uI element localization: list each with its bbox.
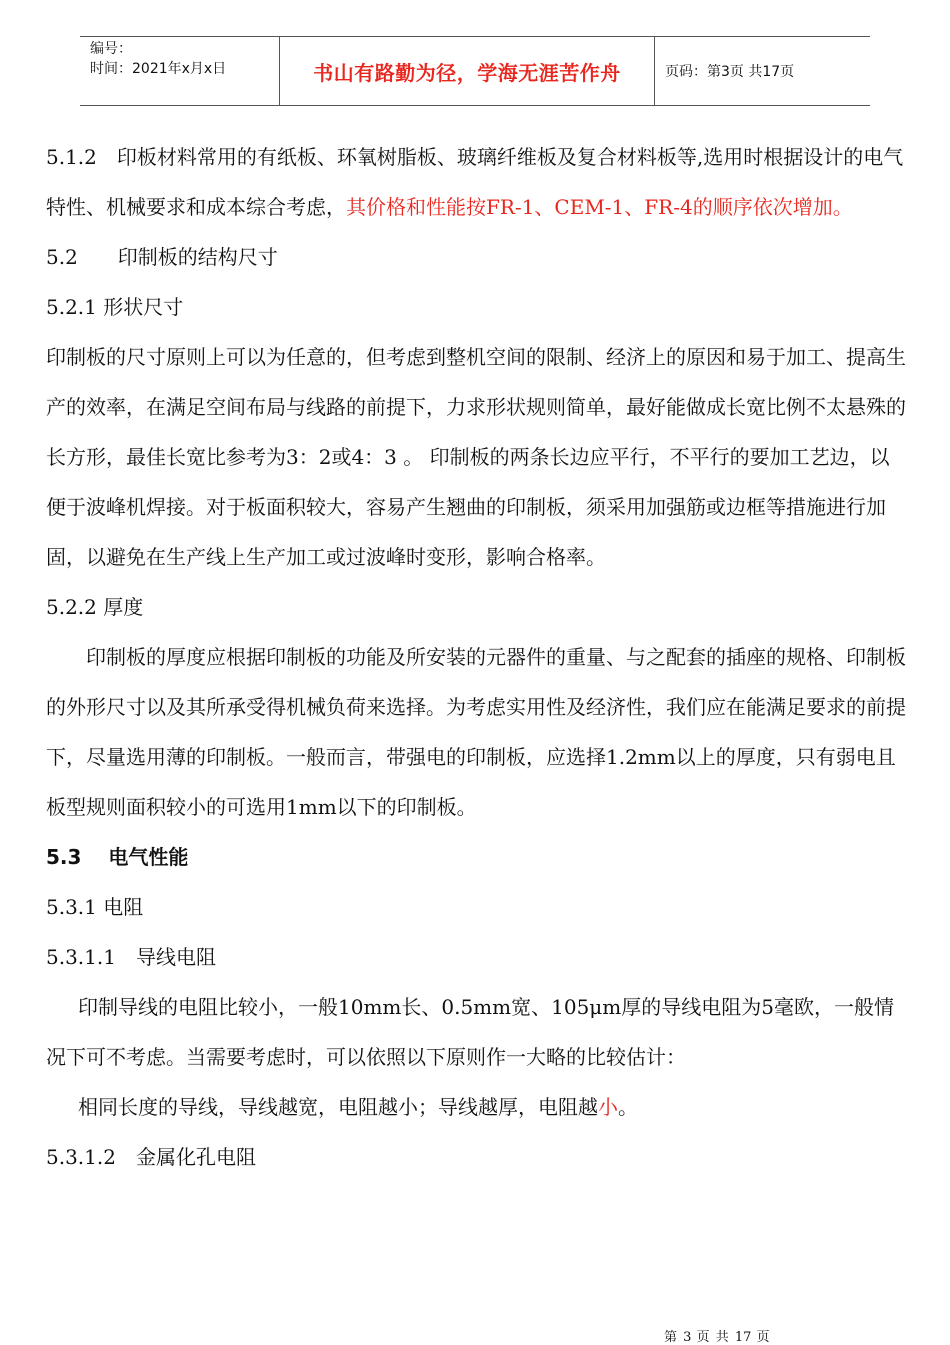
footer-ye: 页: [756, 1330, 771, 1345]
footer-di: 第: [664, 1330, 679, 1345]
paragraph-thickness: 印制板的厚度应根据印制板的功能及所安装的元器件的重量、与之配套的插座的规格、印制板的外形尺寸以及其所承受得机械负荷来选择。为考虑实用性及经济性，我们应在能满足要求的前提下，尽量选用薄的印制板。一般而言，带强电的印制板，应选择1.2mm以上的厚度，只有弱电且板型规则面积较小的可选用1mm以下的印制板。: [46, 645, 906, 819]
paragraph-wire-resistance: 印制导线的电阻比较小，一般10mm长、0.5mm宽、105μm厚的导线电阻为5毫欧，一般情况下可不考虑。当需要考虑时，可以依照以下原则作一大略的比较估计：: [46, 995, 894, 1069]
highlighted-text: 其价格和性能按FR-1、CEM-1、FR-4的顺序依次增加。: [346, 195, 853, 219]
section-heading-5-3: 5.3 电气性能: [46, 845, 189, 869]
paragraph-resistance-rule: [46, 1082, 908, 1132]
paragraph-text: 相同长度的导线，导线越宽，电阻越小；导线越厚，电阻越: [78, 1095, 598, 1119]
header-meta: [80, 37, 280, 105]
section-heading-5-3-1-1: 5.3.1.1 导线电阻: [46, 945, 216, 969]
section-heading-5-2-2: 5.2.2 厚度: [46, 595, 144, 619]
section-heading-5-3-1-2: 5.3.1.2 金属化孔电阻: [46, 1145, 256, 1169]
footer-page-number: 3: [683, 1330, 692, 1345]
paragraph-text: 。: [618, 1095, 638, 1119]
header-motto: 书山有路勤为径，学海无涯苦作舟: [280, 37, 655, 105]
footer-gong: 共: [715, 1330, 730, 1345]
document-body: [46, 132, 908, 1182]
paragraph-shape-size: 印制板的尺寸原则上可以为任意的，但考虑到整机空间的限制、经济上的原因和易于加工、提高生产的效率，在满足空间布局与线路的前提下，力求形状规则简单，最好能做成长宽比例不太悬殊的长方形，最佳长宽比参考为3：2或4：3 。 印制板的两条长边应平行，不平行的要加工艺边，以便于波峰机焊接。对于板面积较大，容易产生翘曲的印制板，须采用加强筋或边框等措施进行加固，以避免在生产线上生产加工或过波峰时变形，影响合格率。: [46, 345, 906, 569]
highlighted-text: 小: [598, 1095, 618, 1119]
date-line: 时间：2021年x月x日: [90, 61, 227, 77]
section-heading-5-2: 5.2 印制板的结构尺寸: [46, 245, 278, 269]
paragraph-text: 5.1.2 印板材料常用的有纸板、环氧树脂板、玻璃纤维板及复合材料板等,选用时根据设计的电气特性、机械要求和成本综合考虑，: [46, 145, 904, 219]
page-header: [80, 36, 870, 106]
header-page-info: 页码：第3页 共17页: [665, 64, 795, 80]
footer-total-pages: 17: [734, 1330, 752, 1345]
footer-ye: 页: [696, 1330, 711, 1345]
page-footer: [664, 1326, 771, 1345]
section-heading-5-2-1: 5.2.1 形状尺寸: [46, 295, 184, 319]
code-label: 编号：: [90, 41, 132, 57]
section-heading-5-3-1: 5.3.1 电阻: [46, 895, 144, 919]
paragraph-5-1-2: [46, 132, 908, 232]
